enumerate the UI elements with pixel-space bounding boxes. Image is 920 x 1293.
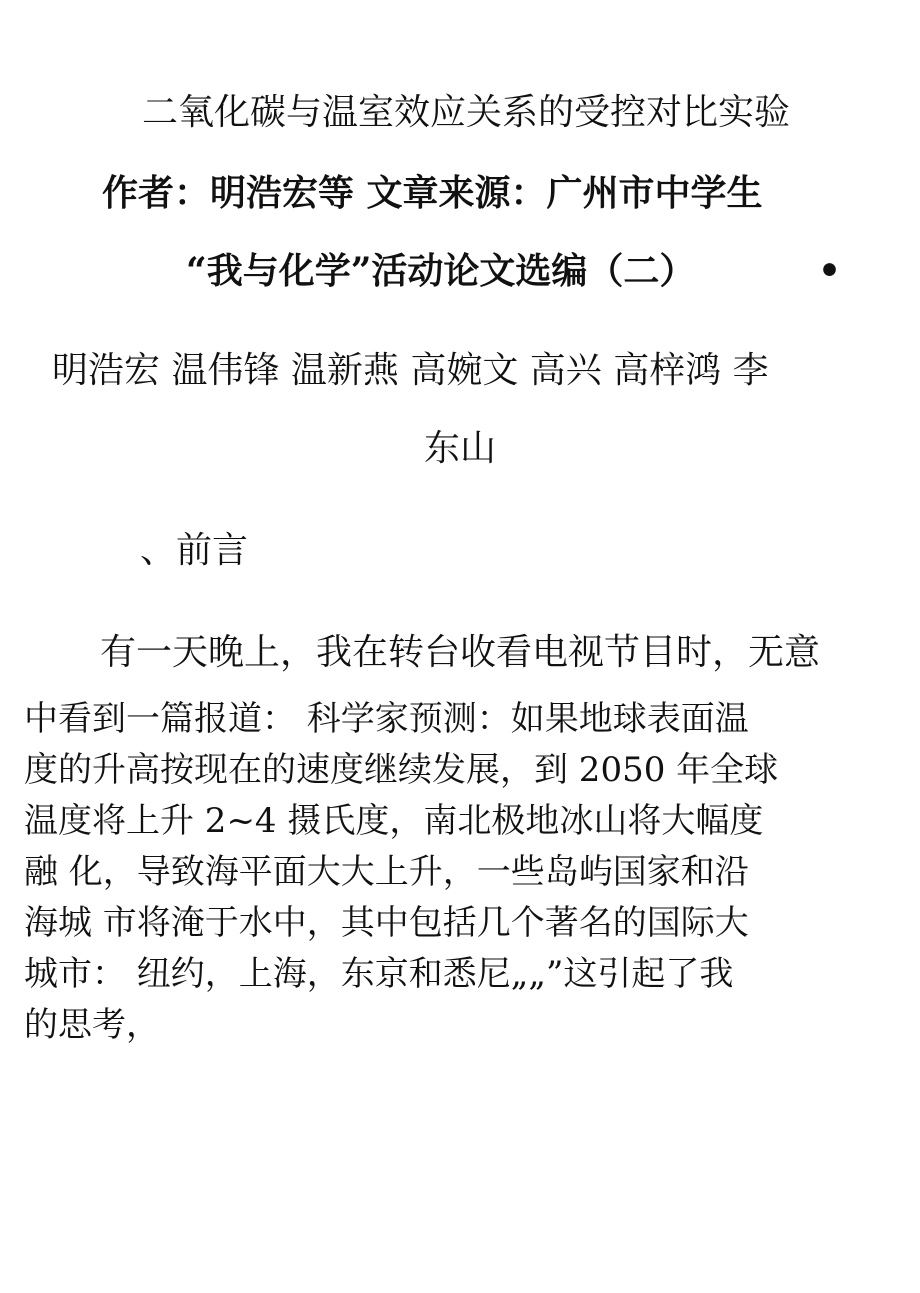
- paragraph-line: 融 化，导致海平面大大上升，一些岛屿国家和沿: [24, 852, 749, 892]
- paragraph-line: 城市： 纽约，上海，东京和悉尼„„”这引起了我: [24, 954, 734, 994]
- article-title: 二氧化碳与温室效应关系的受控对比实验: [142, 92, 791, 133]
- paragraph-line: 的思考，: [24, 1005, 160, 1045]
- paragraph-line: 海城 市将淹于水中，其中包括几个著名的国际大: [24, 903, 749, 943]
- paragraph-body: [24, 694, 904, 1051]
- section-heading-preface: 、前言: [140, 530, 249, 571]
- article-meta-collection: “我与化学”活动论文选编（二）: [186, 250, 696, 292]
- article-meta-author-source: 作者：明浩宏等 文章来源：广州市中学生: [102, 172, 763, 214]
- paragraph-line: 温度将上升 2~4 摄氏度，南北极地冰山将大幅度: [24, 801, 764, 841]
- meta-bullet: •: [818, 250, 842, 292]
- author-list: 明浩宏 温伟锋 温新燕 高婉文 高兴 高梓鸿 李: [52, 350, 769, 391]
- paragraph-line: 度的升高按现在的速度继续发展，到 2050 年全球: [24, 750, 779, 790]
- author-list-continued: 东山: [423, 428, 496, 469]
- paragraph-first-line: 有一天晚上，我在转台收看电视节目时，无意: [100, 632, 821, 673]
- paragraph-line: 中看到一篇报道： 科学家预测：如果地球表面温: [24, 699, 749, 739]
